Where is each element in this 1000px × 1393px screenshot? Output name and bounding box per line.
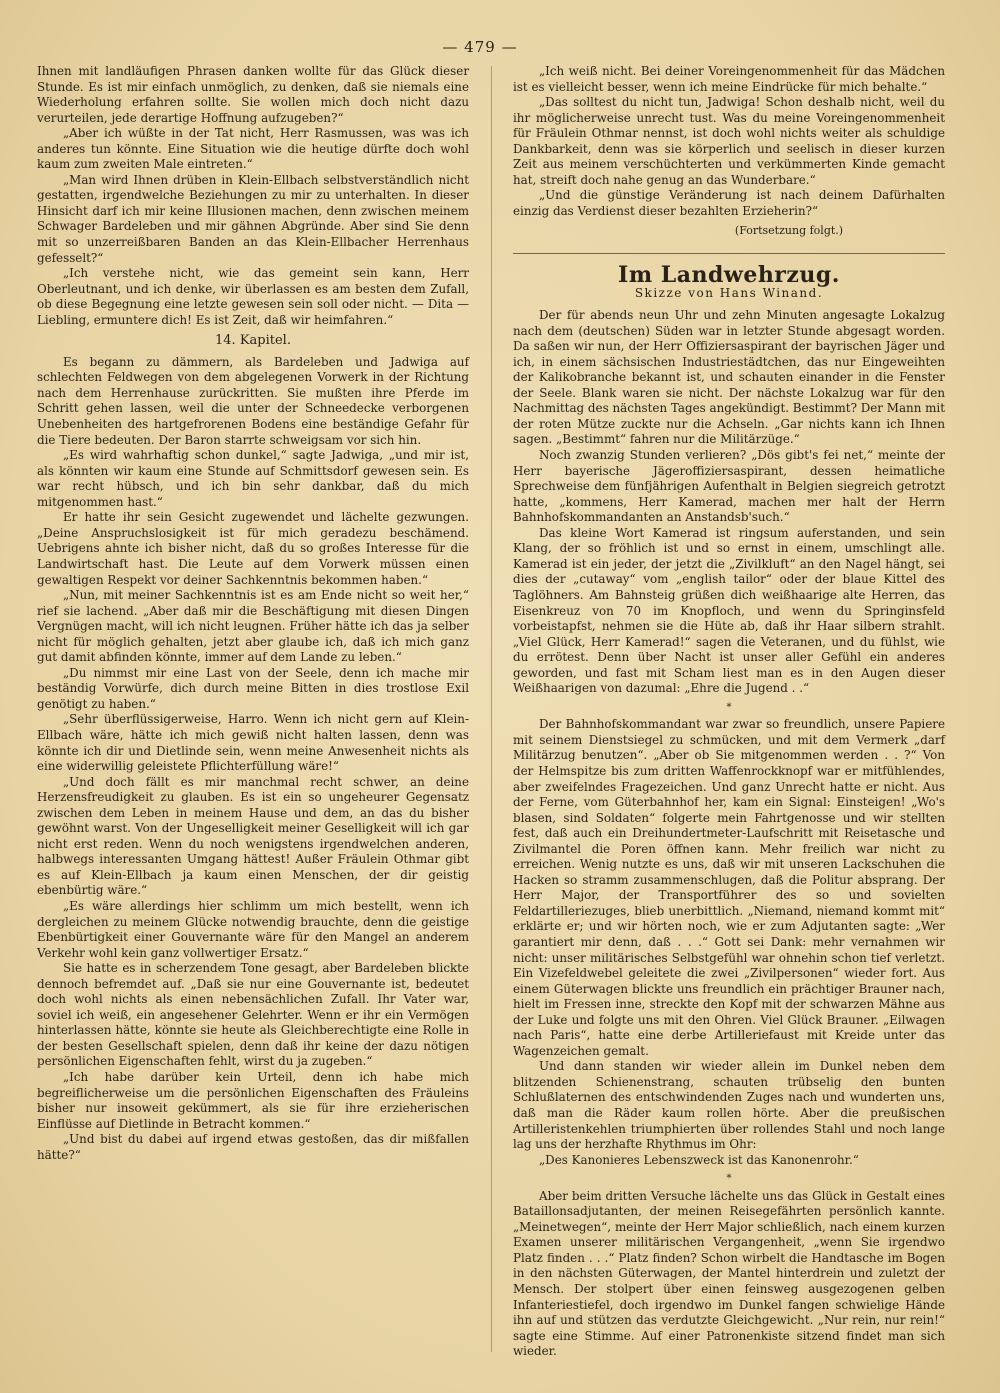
paragraph: Sie hatte es in scherzendem Tone gesagt, aber Bardeleben blickte dennoch befremdet auf. „Daß sie nur eine Gouvernante ist, bedeutet doch wohl nichts als einen nebensächlichen Zufall. Ihr Vater war, soviel ich weiß, ein angesehener Gelehrter. Wenn er ihr ein Vermögen hinterlassen hätte, könnte sie heute als Gleichberechtigte eine Rolle in der besten Gesellschaft spielen, denn daß ihr keine der dazu nötigen persönlichen Eigenschaften fehlt, wirst du ja zugeben.“ [37, 961, 469, 1069]
chapter-heading: 14. Kapitel. [215, 333, 291, 349]
paragraph: Das kleine Wort Kamerad ist ringsum auferstanden, und sein Klang, der so fröhlich ist und so ernst in einem, umschlingt alle. Kamerad ist ein jeder, der jetzt die „Zivilkluft“ an den Nagel hängt, sei dies der „cutaway“ vom „english tailor“ oder der blaue Kittel des Taglöhners. Am Bahnsteig grüßen dich weißhaarige alte Herren, das Eisenkreuz von 70 im Knopfloch, und wenn du Springinsfeld vorbeistapfst, nehmen sie die Hüte ab, daß ihr Haar silbern strahlt. „Viel Glück, Herr Kamerad!“ sagen die Veteranen, und du fühlst, wie du errötest. Denn über Nacht ist unser aller Gefühl ein anderes geworden, und fast mit Scham liest man es in den Augen dieser Weißhaarigen von dazumal: „Ehre die Jugend . .“ [513, 525, 945, 696]
article-title: Im Landwehrzug. [618, 262, 840, 289]
continuation-note: (Fortsetzung folgt.) [734, 224, 844, 238]
paragraph: „Man wird Ihnen drüben in Klein-Ellbach selbstverständlich nicht gestatten, irgendwelche Beziehungen zu mir zu unterhalten. In dieser Hinsicht darf ich mir keine Illusionen machen, denn zwischen meinem Schwager Bardeleben und mir gähnen Abgründe. Aber sind Sie denn mit so unzerreißbaren Banden an das Klein-Ellbacher Herrenhaus gefesselt?“ [37, 172, 469, 265]
section-break-asterisk: * [726, 701, 732, 713]
paragraph: „Ich weiß nicht. Bei deiner Voreingenommenheit für das Mädchen ist es vielleicht besser, wenn ich meine Eindrücke für mich behalte.“ [513, 64, 945, 94]
paragraph: Noch zwanzig Stunden verlieren? „Dös gibt's fei net,“ meinte der Herr bayerische Jägeroffiziersaspirant, dessen heimatliche Sprechweise dem fünfjährigen Aufenthalt in Belgien siegreich getrotzt hatte, „kommens, Herr Kamerad, machen mer halt der Herrn Bahnhofskommandanten an Anstandsb'such.“ [513, 448, 945, 525]
article-byline: Skizze von Hans Winand. [634, 285, 824, 300]
paragraph: „Und die günstige Veränderung ist nach deinem Dafürhalten einzig das Verdienst dieser bezahlten Erzieherin?“ [513, 188, 945, 218]
paragraph: „Es wäre allerdings hier schlimm um mich bestellt, wenn ich dergleichen zu meinem Glücke notwendig brauchte, denn die geistige Ebenbürtigkeit einer Gouvernante wäre für den Mangel an anderem Verkehr wohl kein ganz vollwertiger Ersatz.“ [37, 898, 469, 960]
paragraph: „Nun, mit meiner Sachkenntnis ist es am Ende nicht so weit her,“ rief sie lachend. „Aber daß mir die Beschäftigung mit diesen Dingen Vergnügen macht, will ich nicht leugnen. Früher hätte ich das ja selber nicht für möglich gehalten, jetzt aber glaube ich, daß ich mich ganz gut damit abfinden könnte, immer auf dem Lande zu leben.“ [37, 588, 469, 665]
paragraph: „Du nimmst mir eine Last von der Seele, denn ich mache mir beständig Vorwürfe, dich durch meine Bitten in dies trostlose Exil genötigt zu haben.“ [37, 665, 469, 711]
paragraph: Ihnen mit landläufigen Phrasen danken wollte für das Glück dieser Stunde. Es ist mir einfach unmöglich, zu denken, daß sie niemals eine Wiederholung erfahren sollte. Sie wollen mich doch nicht dazu verurteilen, jede derartige Hoffnung aufzugeben?“ [37, 64, 469, 125]
paragraph: „Ich verstehe nicht, wie das gemeint sein kann, Herr Oberleutnant, und ich denke, wir überlassen es am besten dem Zufall, ob diese Begegnung eine letzte gewesen sein soll oder nicht. — Dita — Liebling, ermuntere dich! Es ist Zeit, daß wir heimfahren.“ [37, 266, 469, 327]
paragraph: „Aber ich wüßte in der Tat nicht, Herr Rasmussen, was was ich anderes tun könnte. Eine Situation wie die heutige dürfte doch wohl kaum zum zweiten Male eintreten.“ [37, 126, 469, 172]
paragraph: Der für abends neun Uhr und zehn Minuten angesagte Lokalzug nach dem (deutschen) Süden war in letzter Stunde abgesagt worden. Da saßen wir nun, der Herr Offiziersaspirant der bayrischen Jäger und ich, in einem sächsischen Industriestädtchen, das nur Eingeweihten der Kalikobranche bekannt ist, und schauten einander in die Fenster der Seele. Blank waren sie nicht. Der nächste Lokalzug war für den Nachmittag des nächsten Tages angekündigt. Bestimmt? Der Mann mit der roten Mütze zuckte nur die Achseln. „Gar nichts kann ich Ihnen sagen. „Bestimmt“ fahren nur die Militärzüge.“ [513, 308, 945, 447]
paragraph: Er hatte ihr sein Gesicht zugewendet und lächelte gezwungen. „Deine Anspruchslosigkeit ist für mich geradezu beschämend. Uebrigens ahnte ich bisher nicht, daß du so großes Interesse für die Landwirtschaft hast. Die Leute auf dem Vorwerk müssen einen gewaltigen Respekt vor deiner Sachkenntnis bekommen haben.“ [37, 510, 469, 587]
paragraph: „Das solltest du nicht tun, Jadwiga! Schon deshalb nicht, weil du ihr möglicherweise unrecht tust. Was du meine Voreingenommenheit für Fräulein Othmar nennst, ist doch wohl nichts weiter als schuldige Dankbarkeit, denn was sie körperlich und seelisch in dieser kurzen Zeit aus meinem verschüchterten und verkümmerten Kinde gemacht hat, streift doch nahe genug an das Wunderbare.“ [513, 95, 945, 187]
paragraph: „Und doch fällt es mir manchmal recht schwer, an deine Herzensfreudigkeit zu glauben. Es ist ein so ungeheurer Gegensatz zwischen dem Leben in meinem Hause und dem, an das du bisher gewöhnt warst. Von der Ungeselligkeit meiner Geselligkeit will ich gar nicht erst reden. Wenn du noch wenigstens irgendwelchen anderen, halbwegs interessanten Umgang hättest! Außer Fräulein Othmar gibt es auf Klein-Ellbach ja kaum einen Menschen, der dir geistig ebenbürtig wäre.“ [37, 774, 469, 898]
section-break-asterisk: * [726, 1173, 732, 1185]
paragraph: Der Bahnhofskommandant war zwar so freundlich, unsere Papiere mit seinem Dienstsiegel zu schmücken, und mit dem Vermerk „darf Militärzug benutzen“. „Aber ob Sie mitgenommen werden . . ?“ Von der Helmspitze bis zum dritten Waffenrockknopf war er mitfühlendes, aber zweifelndes Fragezeichen. Und ganz Unrecht hatte er nicht. Aus der Ferne, vom Güterbahnhof her, kam ein Signal: Einsteigen! „Wo's blasen, sind Soldaten“ folgerte mein Fahrtgenosse und wir stellten fest, daß auch ein Dreihundertmeter-Laufschritt mit Reisetasche und Zivilmantel die Poren öffnen kann. Mehr freilich war nicht zu erreichen. Wenig nutzte es uns, daß wir mit unseren Lackschuhen die Hacken so stramm zusammenschlugen, daß die Politur absprang. Der Herr Major, der Transportführer des so und sovielten Feldartilleriezuges, blieb unerbittlich. „Niemand, niemand kommt mit“ erklärte er; und wir hörten noch, wie er zum Adjutanten sagte: „Wer garantiert mir denn, daß . . .“ Gott sei Dank: mehr vernahmen wir nicht: unser militärisches Selbstgefühl war ohnehin schon tief verletzt. Ein Vizefeldwebel geleitete die zwei „Zivilpersonen“ wieder fort. Aus einem Güterwagen blickte uns freundlich ein prächtiger Brauner nach, hielt im Fressen inne, streckte den Kopf mit der schwarzen Mähne aus der Luke und folgte uns mit den Ohren. Viel Glück Brauner. „Eilwagen nach Paris“, hatte eine derbe Artilleriefaust mit Kreide unter das Wagenzeichen gemalt. [513, 717, 945, 1058]
paragraph: Es begann zu dämmern, als Bardeleben und Jadwiga auf schlechten Feldwegen von dem abgelegenen Vorwerk in der Richtung nach dem Herrenhause zurückritten. Sie mußten ihre Pferde im Schritt gehen lassen, weil die unter der Schneedecke verborgenen Unebenheiten des hartgefrorenen Bodens eine beständige Gefahr für die Tiere bedeuten. Der Baron starrte schweigsam vor sich hin. [37, 354, 469, 447]
column-divider [491, 66, 492, 1352]
left-column [37, 64, 469, 1163]
paragraph: Aber beim dritten Versuche lächelte uns das Glück in Gestalt eines Bataillonsadjutanten, der meinen Reisegefährten persönlich kannte. „Meinetwegen“, meinte der Herr Major schließlich, nach einem kurzen Examen unserer militärischen Vergangenheit, „wenn Sie irgendwo Platz finden . . .“ Platz finden? Schon wirbelt die Handtasche im Bogen in den nächsten Güterwagen, der Mantel hinterdrein und zuletzt der Mensch. Der stolpert über einen feinsweg ausgezogenen gelben Infanteriestiefel, doch irgendwo im Dunkel fangen schwielige Hände ihn auf und stützen das verdutzte Gleichgewicht. „Nur rein, nur rein!“ sagte eine Stimme. Auf einer Patronenkiste sitzend findet man sich wieder. [513, 1188, 945, 1359]
paragraph: „Sehr überflüssigerweise, Harro. Wenn ich nicht gern auf Klein-Ellbach wäre, hätte ich mich gewiß nicht halten lassen, denn was könnte ich dir und Dietlinde sein, wenn meine Anwesenheit nichts als eine widerwillig geleistete Pflichterfüllung wäre!“ [37, 712, 469, 774]
paragraph: „Ich habe darüber kein Urteil, denn ich habe mich begreiflicherweise um die persönlichen Eigenschaften des Fräuleins bisher nur insoweit gekümmert, als sie für ihre erzieherischen Einflüsse auf Dietlinde in Betracht kommen.“ [37, 1070, 469, 1131]
paragraph: „Es wird wahrhaftig schon dunkel,“ sagte Jadwiga, „und mir ist, als könnten wir kaum eine Stunde auf Schmittsdorf gewesen sein. Es war recht hübsch, und ich bin sehr dankbar, daß du mich mitgenommen hast.“ [37, 448, 469, 509]
right-column [513, 64, 945, 1360]
paragraph: „Des Kanonieres Lebenszweck ist das Kanonenrohr.“ [539, 1152, 859, 1167]
article-separator-rule [513, 253, 945, 254]
paragraph: Und dann standen wir wieder allein im Dunkel neben dem blitzenden Schienenstrang, schauten trübselig den bunten Schlußlaternen des entschwindenden Zuges nach und wunderten uns, daß man die Räder kaum rollen hörte. Aber die preußischen Artilleristenkehlen triumphierten über rollendes Stahl und noch lange lag uns der herzhafte Rhythmus im Ohr: [513, 1059, 945, 1152]
paragraph: „Und bist du dabei auf irgend etwas gestoßen, das dir mißfallen hätte?“ [37, 1132, 469, 1162]
page-number: — 479 — [442, 38, 518, 56]
